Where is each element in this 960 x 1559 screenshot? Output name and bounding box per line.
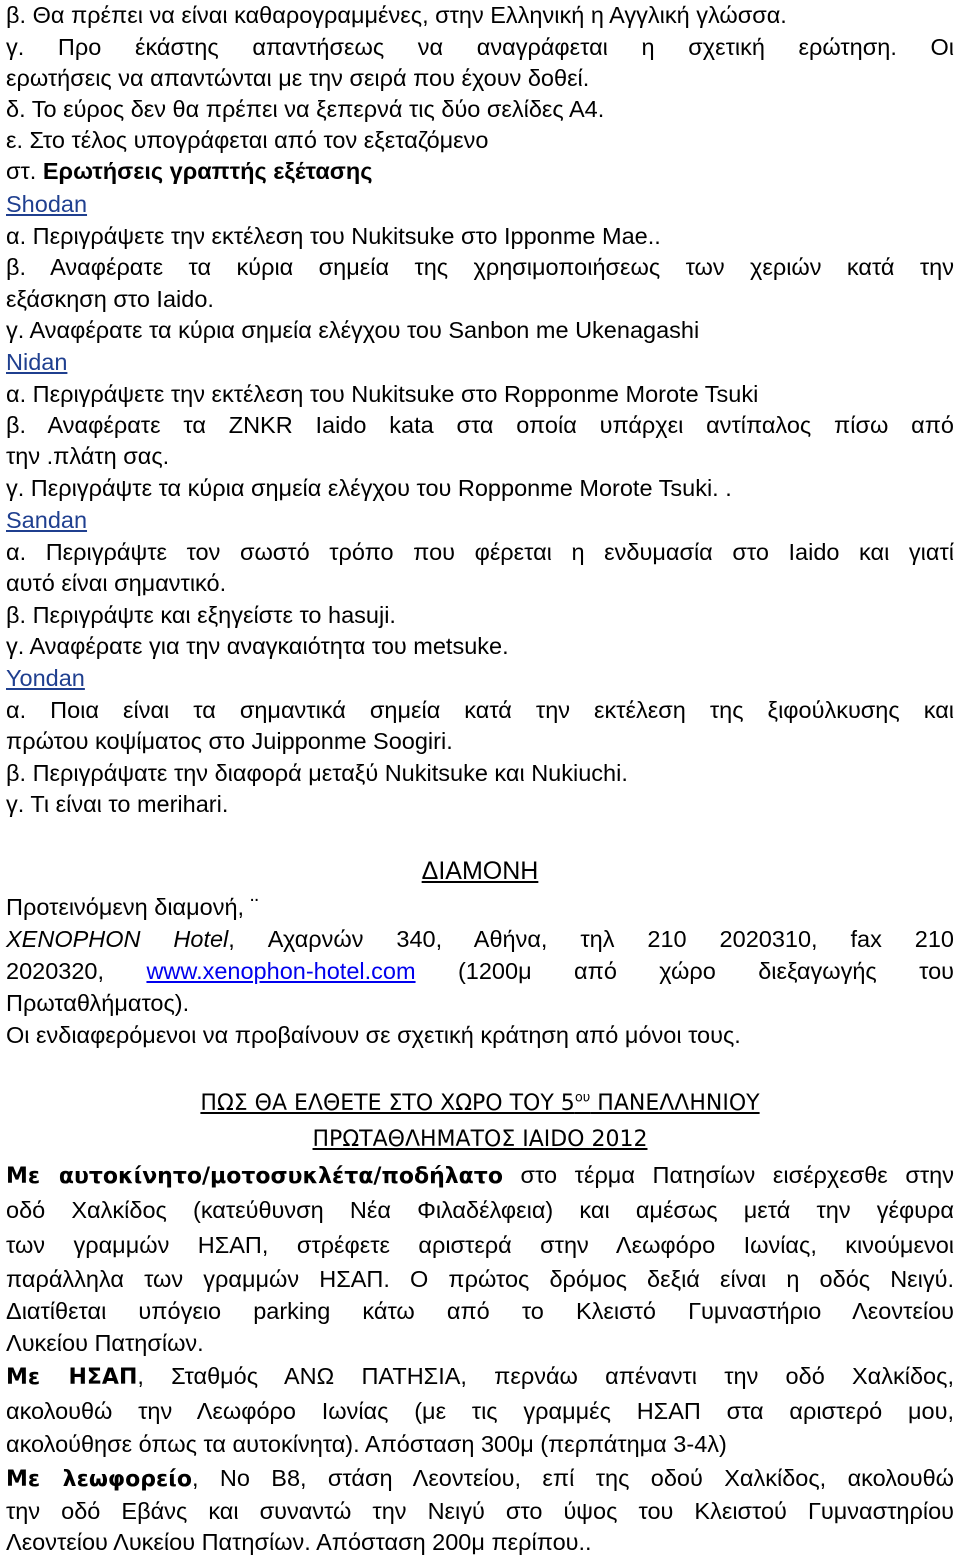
metro-line2: ακολουθώ την Λεωφόρο Ιωνίας (με τις γραμμές ΗΣΑΠ στα αριστερό μου,	[6, 1398, 954, 1424]
yondan-c: γ. Τι είναι το merihari.	[6, 791, 229, 817]
metro-line3: ακολούθησε όπως τα αυτοκίνητα). Απόσταση 300μ (περπάτημα 3-4λ)	[6, 1431, 727, 1457]
nidan-a: α. Περιγράψετε την εκτέλεση του Nukitsuke στο Ropponme Morote Tsuki	[6, 381, 759, 407]
bus-line2: την οδό Εβάνς και συναντώ την Νειγύ στο ύψος του Κλειστού Γυμναστηρίου	[6, 1498, 954, 1524]
nidan-c: γ. Περιγράψτε τα κύρια σημεία ελέγχου του Ropponme Morote Tsuki. .	[6, 475, 732, 501]
shodan-b-line1: β. Αναφέρατε τα κύρια σημεία της χρησιμοποιήσεως των χεριών κατά την	[6, 254, 954, 280]
directions-heading-line1	[6, 1088, 954, 1119]
hotel-address: , Αχαρνών 340, Αθήνα, τηλ 210 2020310, fax 210	[228, 926, 954, 952]
stay-note: Οι ενδιαφερόμενοι να προβαίνουν σε σχετική κράτηση από μόνοι τους.	[6, 1022, 741, 1048]
car-line1	[6, 1160, 954, 1192]
directions-heading-sup: ου	[574, 1090, 591, 1106]
hotel-line1	[6, 924, 954, 955]
nidan-b-line1: β. Αναφέρατε τα ZNKR Iaido kata στα οποία υπάρχει αντίπαλος πίσω από	[6, 412, 954, 438]
stay-proposed: Προτεινόμενη διαμονή, ¨	[6, 894, 259, 920]
nidan-b-line2: την .πλάτη σας.	[6, 443, 170, 469]
item-st-prefix: στ.	[6, 158, 37, 184]
sandan-b: β. Περιγράψτε και εξηγείστε το hasuji.	[6, 602, 396, 628]
item-beta: β. Θα πρέπει να είναι καθαρογραμμένες, στην Ελληνική η Αγγλική γλώσσα.	[6, 2, 787, 28]
sandan-a-line2: αυτό είναι σημαντικό.	[6, 570, 227, 596]
car-line6: Λυκείου Πατησίων.	[6, 1330, 204, 1356]
item-epsilon: ε. Στο τέλος υπογράφεται από τον εξεταζόμενο	[6, 127, 489, 153]
hotel-line3: Πρωταθλήματος).	[6, 990, 190, 1016]
bus-label: Με λεωφορείο	[6, 1467, 192, 1492]
car-line4: παράλληλα των γραμμών ΗΣΑΠ. Ο πρώτος δρόμος δεξιά είναι η οδός Νειγύ.	[6, 1266, 954, 1292]
car-label: Με αυτοκίνητο/μοτοσυκλέτα/ποδήλατο	[6, 1164, 503, 1189]
car-line3: των γραμμών ΗΣΑΠ, στρέφετε αριστερά στην Λεωφόρο Ιωνίας, κινούμενοι	[6, 1232, 954, 1258]
written-exam-questions-title: Ερωτήσεις γραπτής εξέτασης	[42, 158, 373, 184]
sandan-label: Sandan	[6, 507, 88, 533]
car-line2: οδό Χαλκίδος (κατεύθυνση Νέα Φιλαδέλφεια) και αμέσως μετά την γέφυρα	[6, 1197, 954, 1223]
sandan-c: γ. Αναφέρατε για την αναγκαιότητα του metsuke.	[6, 633, 509, 659]
stay-heading: ΔΙΑΜΟΝΗ	[421, 857, 539, 885]
bus-line3: Λεοντείου Λυκείου Πατησίων. Απόσταση 200μ περίπου..	[6, 1529, 592, 1555]
hotel-distance: (1200μ από χώρο διεξαγωγής του	[457, 958, 954, 984]
bus-line1	[6, 1463, 954, 1495]
hotel-line2	[6, 956, 954, 987]
bus-text1: , Νο Β8, στάση Λεοντείου, επί της οδού Χαλκίδος, ακολουθώ	[191, 1465, 954, 1491]
hotel-fax-end: 2020320,	[6, 958, 105, 984]
metro-line1	[6, 1361, 954, 1393]
shodan-b-line2: εξάσκηση στο Iaido.	[6, 286, 214, 312]
yondan-a-line1: α. Ποια είναι τα σημαντικά σημεία κατά την εκτέλεση της ξιφούλκυσης και	[6, 697, 954, 723]
nidan-label: Nidan	[6, 349, 68, 375]
car-text1: στο τέρμα Πατησίων εισέρχεσθε στην	[502, 1162, 954, 1188]
directions-heading-pre: ΠΩΣ ΘΑ ΕΛΘΕΤΕ ΣΤΟ ΧΩΡΟ ΤΟΥ 5	[200, 1091, 575, 1116]
metro-text1: , Σταθμός ΑΝΩ ΠΑΤΗΣΙΑ, περνάω απέναντι την οδό Χαλκίδος,	[137, 1363, 954, 1389]
hotel-website-link[interactable]: www.xenophon-hotel.com	[146, 958, 416, 984]
sandan-a-line1: α. Περιγράψτε τον σωστό τρόπο που φέρεται η ενδυμασία στο Iaido και γιατί	[6, 539, 954, 565]
shodan-c: γ. Αναφέρατε τα κύρια σημεία ελέγχου του Sanbon me Ukenagashi	[6, 317, 700, 343]
yondan-a-line2: πρώτου κοψίματος στο Juipponme Soogiri.	[6, 728, 453, 754]
yondan-label: Yondan	[6, 665, 85, 691]
item-st	[6, 156, 954, 187]
shodan-label: Shodan	[6, 191, 88, 217]
metro-label: Με ΗΣΑΠ	[6, 1365, 138, 1390]
directions-heading-post: ΠΑΝΕΛΛΗΝΙΟΥ	[590, 1091, 760, 1116]
yondan-b: β. Περιγράψατε την διαφορά μεταξύ Nukitsuke και Nukiuchi.	[6, 760, 628, 786]
item-gamma-line1: γ. Προ έκάστης απαντήσεως να αναγράφεται η σχετική ερώτηση. Οι	[6, 34, 954, 60]
item-gamma-line2: ερωτήσεις να απαντώνται με την σειρά που έχουν δοθεί.	[6, 65, 590, 91]
car-line5: Διατίθεται υπόγειο parking κάτω από το Κλειστό Γυμναστήριο Λεοντείου	[6, 1298, 954, 1324]
item-delta: δ. Το εύρος δεν θα πρέπει να ξεπερνά τις δύο σελίδες Α4.	[6, 96, 605, 122]
hotel-name: XENOPHON Hotel	[6, 926, 229, 952]
shodan-a: α. Περιγράψετε την εκτέλεση του Nukitsuke στο Ipponme Mae..	[6, 223, 661, 249]
directions-heading-line2: ΠΡΩΤΑΘΛΗΜΑΤΟΣ IAIDO 2012	[312, 1127, 648, 1152]
